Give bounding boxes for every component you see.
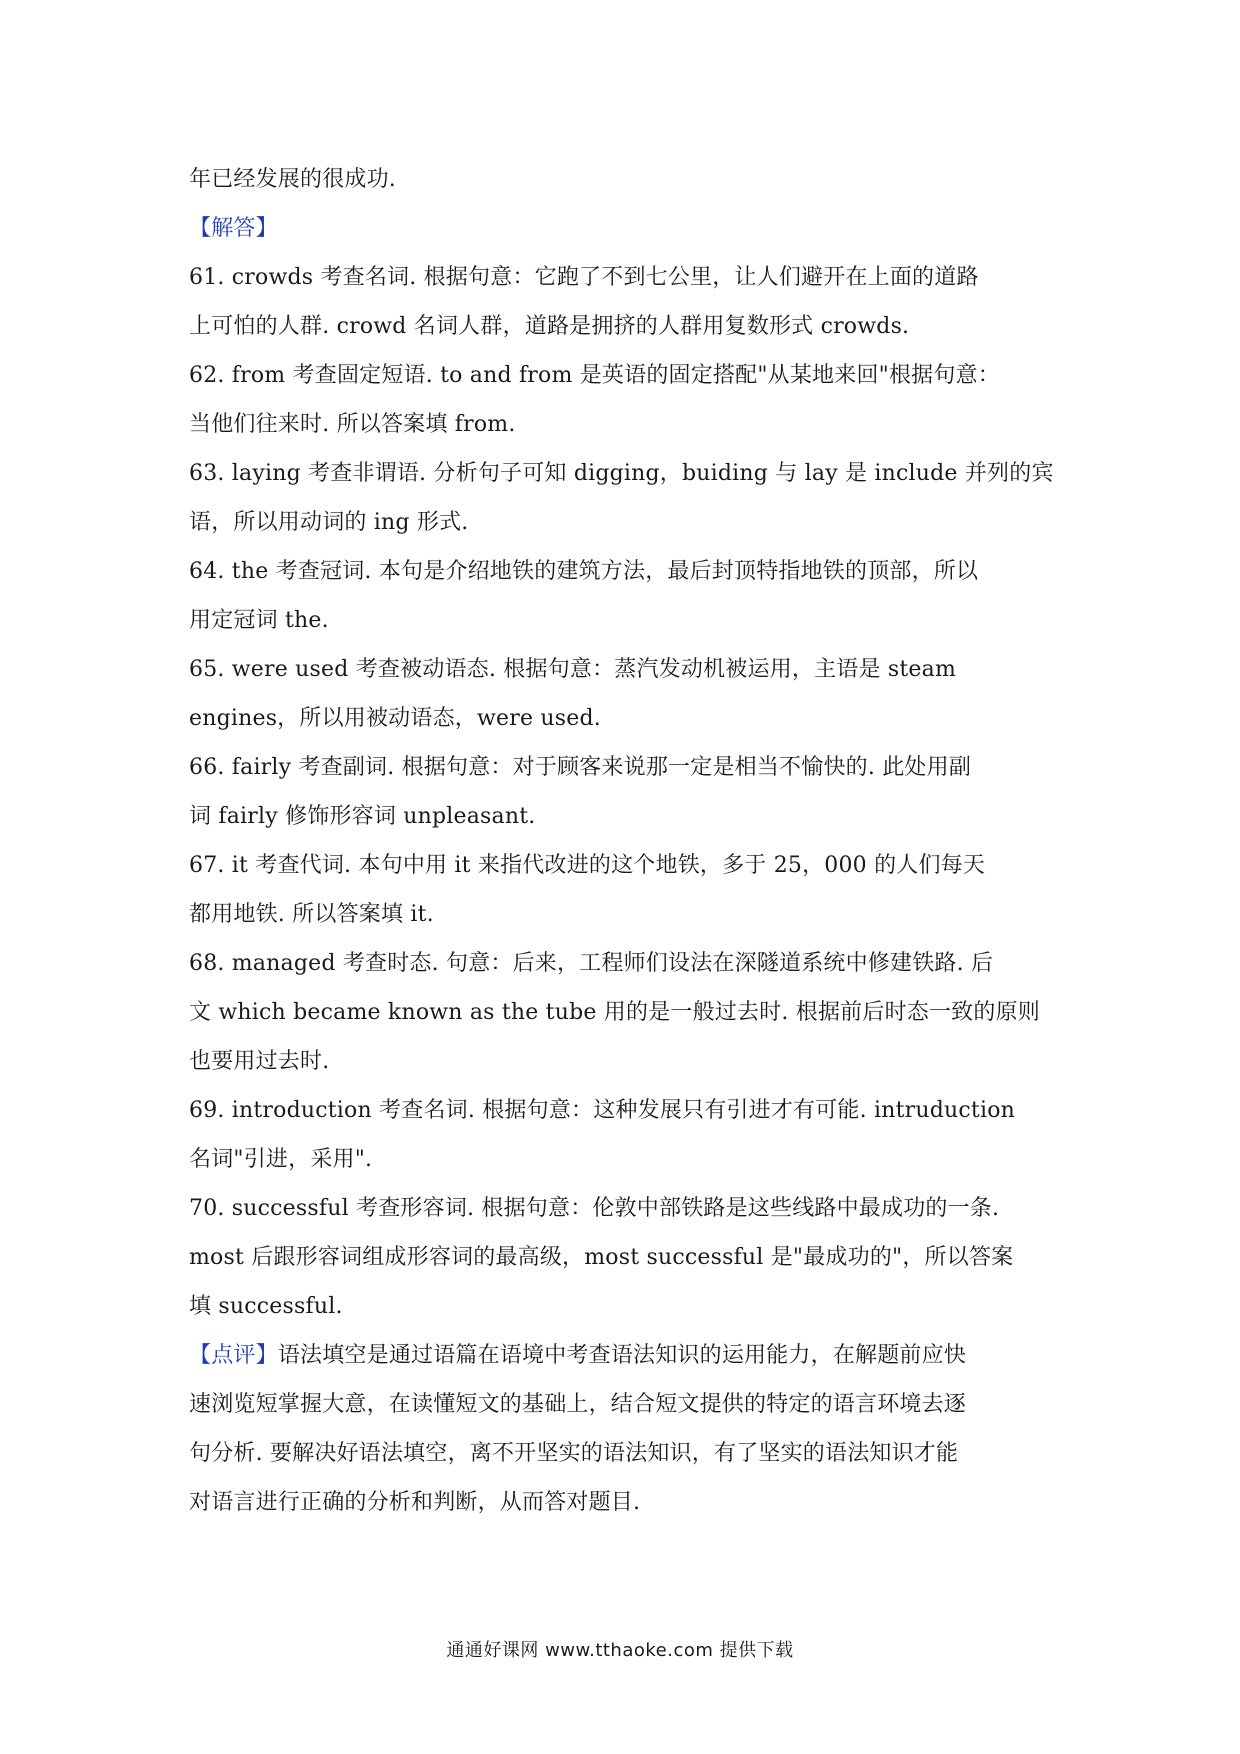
text-line: 70. successful 考查形容词. 根据句意：伦敦中部铁路是这些线路中最成功的一条. <box>189 1196 1000 1221</box>
text-line: 66. fairly 考查副词. 根据句意：对于顾客来说那一定是相当不愉快的. 此处用副 <box>189 755 972 780</box>
review-paragraph-first-line <box>189 1331 1060 1380</box>
text-line: 名词"引进，采用". <box>189 1147 373 1172</box>
text-line: 上可怕的人群. crowd 名词人群，道路是拥挤的人群用复数形式 crowds. <box>189 314 910 339</box>
text-line: engines，所以用被动语态，were used. <box>189 706 601 731</box>
review-line: 对语言进行正确的分析和判断，从而答对题目. <box>189 1490 641 1515</box>
text-line: 63. laying 考查非谓语. 分析句子可知 digging，buiding 与 lay 是 include 并列的宾 <box>189 461 1054 486</box>
document-body <box>189 155 1060 1527</box>
text-line: 年已经发展的很成功. <box>189 167 396 192</box>
text-line: 67. it 考查代词. 本句中用 it 来指代改进的这个地铁，多于 25，000 的人们每天 <box>189 853 986 878</box>
page-footer: 通通好课网 www.tthaoke.com 提供下载 <box>446 1640 794 1661</box>
text-line: 61. crowds 考查名词. 根据句意：它跑了不到七公里，让人们避开在上面的道路 <box>189 265 979 290</box>
text-line: 64. the 考查冠词. 本句是介绍地铁的建筑方法，最后封顶特指地铁的顶部，所以 <box>189 559 979 584</box>
review-line: 速浏览短掌握大意，在读懂短文的基础上，结合短文提供的特定的语言环境去逐 <box>189 1392 967 1417</box>
review-label: 【点评】 <box>189 1343 278 1368</box>
text-line: 62. from 考查固定短语. to and from 是英语的固定搭配"从某地来回"根据句意： <box>189 363 1000 388</box>
text-line: 词 fairly 修饰形容词 unpleasant. <box>189 804 536 829</box>
text-line: 当他们往来时. 所以答案填 from. <box>189 412 516 437</box>
text-line: 文 which became known as the tube 用的是一般过去时. 根据前后时态一致的原则 <box>189 1000 1040 1025</box>
text-line: 用定冠词 the. <box>189 608 329 633</box>
text-line: most 后跟形容词组成形容词的最高级，most successful 是"最成功的"，所以答案 <box>189 1245 1014 1270</box>
text-line: 69. introduction 考查名词. 根据句意：这种发展只有引进才有可能. intruduction <box>189 1098 1016 1123</box>
text-line: 68. managed 考查时态. 句意：后来，工程师们设法在深隧道系统中修建铁路. 后 <box>189 951 994 976</box>
text-line: 也要用过去时. <box>189 1049 330 1074</box>
answer-heading: 【解答】 <box>189 216 278 241</box>
review-text: 语法填空是通过语篇在语境中考查语法知识的运用能力，在解题前应快 <box>277 1343 967 1368</box>
review-line: 句分析. 要解决好语法填空，离不开坚实的语法知识，有了坚实的语法知识才能 <box>189 1441 959 1466</box>
text-line: 填 successful. <box>189 1294 343 1319</box>
text-line: 都用地铁. 所以答案填 it. <box>189 902 434 927</box>
text-line: 65. were used 考查被动语态. 根据句意：蒸汽发动机被运用，主语是 steam <box>189 657 957 682</box>
text-line: 语，所以用动词的 ing 形式. <box>189 510 469 535</box>
